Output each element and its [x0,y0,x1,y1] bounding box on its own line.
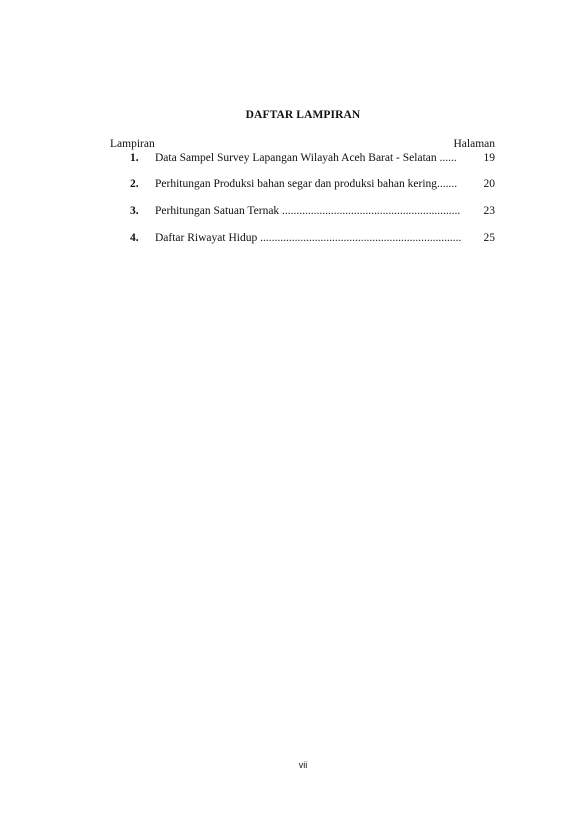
appendix-number: 1. [130,152,139,164]
column-header-halaman: Halaman [453,138,495,150]
appendix-page: 25 [483,232,495,244]
appendix-number: 3. [130,205,139,217]
page-title: DAFTAR LAMPIRAN [245,109,361,121]
appendix-item [110,152,495,166]
appendix-page: 19 [483,152,495,164]
appendix-title: Perhitungan Satuan Ternak .............................................................. [155,205,461,217]
appendix-item [110,205,495,219]
column-header-lampiran: Lampiran [110,138,155,150]
appendix-title: Daftar Riwayat Hidup ...................................................................... [155,232,462,244]
appendix-item [110,232,495,246]
appendix-title: Data Sampel Survey Lapangan Wilayah Aceh Barat - Selatan ...... [155,152,457,164]
appendix-number: 4. [130,232,139,244]
appendix-item [110,178,495,192]
appendix-page: 20 [483,178,495,190]
appendix-number: 2. [130,178,139,190]
appendix-title: Perhitungan Produksi bahan segar dan produksi bahan kering....... [155,178,458,190]
appendix-page: 23 [483,205,495,217]
page-number: vii [298,760,308,770]
